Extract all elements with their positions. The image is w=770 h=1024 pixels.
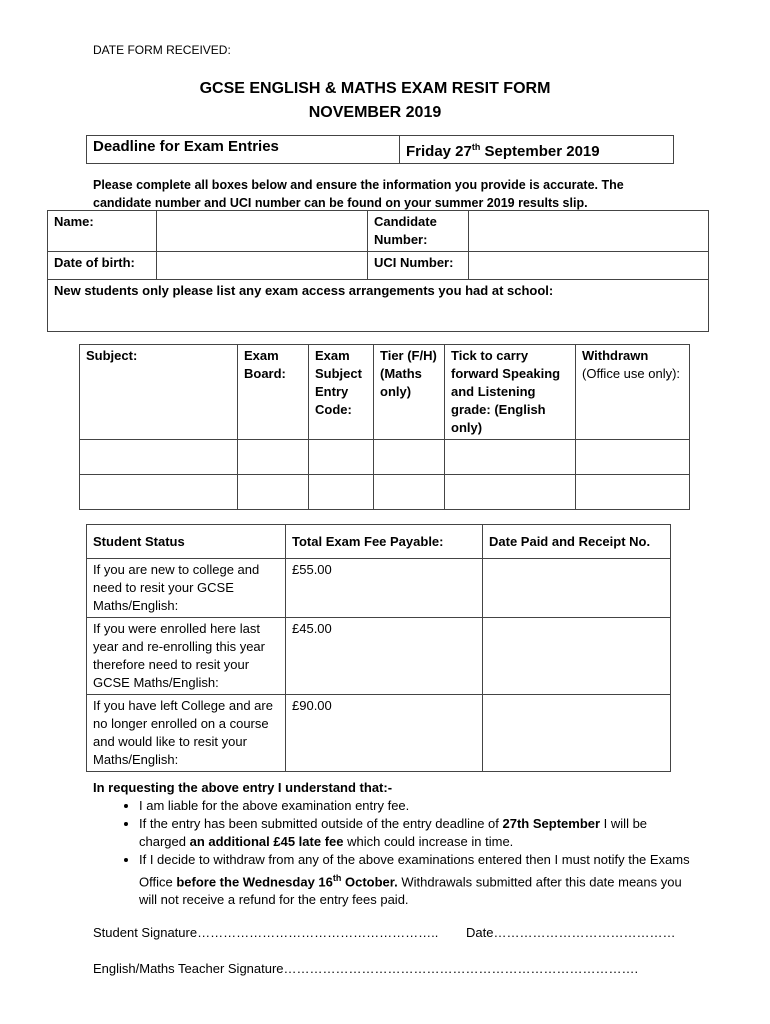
receipt-cell (483, 618, 671, 695)
withdrawn-cell (576, 475, 690, 510)
code-cell[interactable] (309, 440, 374, 475)
fee-cell: £55.00 (286, 559, 483, 618)
teacher-signature-line[interactable]: English/Maths Teacher Signature………………………………………………………………………. (93, 961, 639, 976)
status-cell: If you have left College and are no longer enrolled on a course and would like to resit your Maths/English: (87, 695, 286, 772)
name-field[interactable] (157, 211, 368, 252)
name-label: Name: (48, 211, 157, 252)
subject-cell[interactable] (80, 440, 238, 475)
table-row (80, 475, 690, 510)
terms-item: • If the entry has been submitted outside of the entry deadline of 27th September I will be charged an additional £45 late fee which could increase in time. (139, 815, 693, 851)
uci-label: UCI Number: (368, 252, 469, 280)
access-arrangements-field[interactable]: New students only please list any exam access arrangements you had at school: (48, 280, 709, 332)
date-paid-header: Date Paid and Receipt No. (483, 525, 671, 559)
form-subtitle: NOVEMBER 2019 (308, 104, 442, 121)
date-received-label: DATE FORM RECEIVED: (93, 43, 231, 57)
uci-field[interactable] (469, 252, 709, 280)
terms-section (93, 779, 693, 909)
withdrawn-cell (576, 440, 690, 475)
dob-label: Date of birth: (48, 252, 157, 280)
student-signature-line[interactable]: Student Signature……………………………………………….. (93, 925, 439, 940)
table-row (80, 440, 690, 475)
table-row (87, 559, 671, 618)
tier-header: Tier (F/H) (Maths only) (374, 345, 445, 440)
receipt-cell (483, 695, 671, 772)
fee-cell: £45.00 (286, 618, 483, 695)
details-table (47, 210, 709, 332)
candidate-number-field[interactable] (469, 211, 709, 252)
subject-cell[interactable] (80, 475, 238, 510)
board-cell[interactable] (238, 440, 309, 475)
table-row (87, 618, 671, 695)
terms-item: • If I decide to withdraw from any of the above examinations entered then I must notify the Exams Office before the Wednesday 16th October. Withdrawals submitted after this date means you will not receive a refund for the entry fees paid. (139, 851, 693, 909)
deadline-value: Friday 27th September 2019 (400, 136, 674, 164)
status-cell: If you were enrolled here last year and re-enrolling this year therefore need to resit your GCSE Maths/English: (87, 618, 286, 695)
code-cell[interactable] (309, 475, 374, 510)
intro-text: Please complete all boxes below and ensure the information you provide is accurate. The candidate number and UCI number can be found on your summer 2019 results slip. (93, 178, 624, 210)
tier-cell[interactable] (374, 475, 445, 510)
total-fee-header: Total Exam Fee Payable: (286, 525, 483, 559)
receipt-cell (483, 559, 671, 618)
carry-forward-cell[interactable] (445, 475, 576, 510)
fees-table (86, 524, 671, 772)
deadline-label: Deadline for Exam Entries (87, 136, 400, 164)
dob-field[interactable] (157, 252, 368, 280)
tier-cell[interactable] (374, 440, 445, 475)
entry-code-header: Exam Subject Entry Code: (309, 345, 374, 440)
subject-header: Subject: (80, 345, 238, 440)
candidate-number-label: Candidate Number: (368, 211, 469, 252)
student-status-header: Student Status (87, 525, 286, 559)
table-row (87, 695, 671, 772)
exam-board-header: Exam Board: (238, 345, 309, 440)
board-cell[interactable] (238, 475, 309, 510)
form-title: GCSE ENGLISH & MATHS EXAM RESIT FORM (199, 80, 551, 97)
fee-cell: £90.00 (286, 695, 483, 772)
withdrawn-header: Withdrawn (Office use only): (576, 345, 690, 440)
status-cell: If you are new to college and need to resit your GCSE Maths/English: (87, 559, 286, 618)
deadline-table (86, 135, 674, 164)
subjects-table (79, 344, 690, 510)
carry-forward-cell[interactable] (445, 440, 576, 475)
terms-heading: In requesting the above entry I understand that:- (93, 780, 393, 795)
carry-forward-header: Tick to carry forward Speaking and Listening grade: (English only) (445, 345, 576, 440)
date-line[interactable]: Date…………………………………… (466, 925, 676, 940)
terms-item: • I am liable for the above examination entry fee. (139, 797, 693, 815)
